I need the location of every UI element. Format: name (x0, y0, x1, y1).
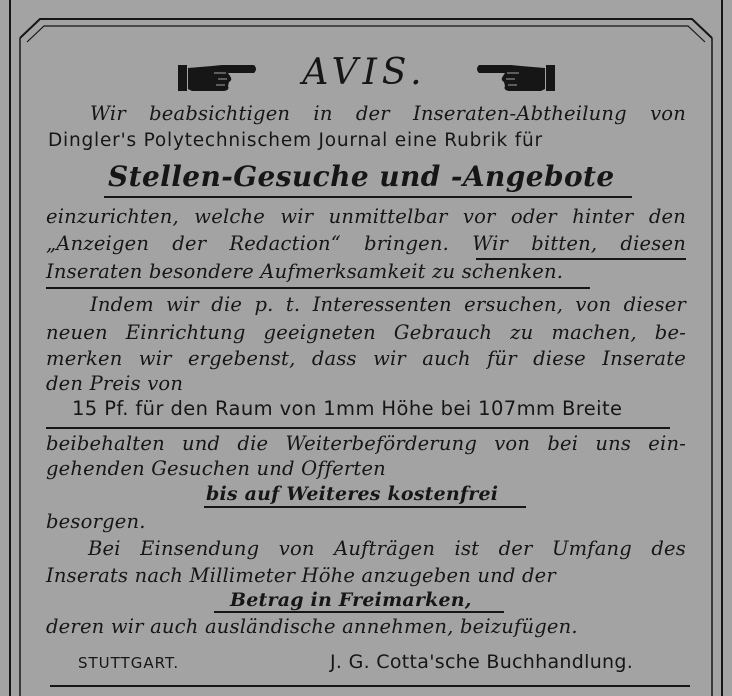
paragraph-3-line-4: den Preis von (46, 372, 184, 395)
notice-title: AVIS. (302, 52, 427, 93)
pointing-hand-right-icon (178, 60, 258, 94)
paragraph-2-line-3: Inseraten besondere Aufmerksamkeit zu schenken. (46, 260, 564, 283)
positions-heading: Stellen-Gesuche und -Angebote (108, 160, 615, 193)
pointing-hand-left-icon (475, 60, 555, 94)
paragraph-2-line-1: einzurichten, welche wir unmittelbar vor oder hinter den (46, 205, 686, 228)
request-underline-2 (46, 287, 590, 289)
paragraph-5-line-1: Bei Einsendung von Aufträgen ist der Umfang des (88, 537, 686, 560)
stamps-line: Betrag in Freimarken, (230, 589, 472, 611)
paragraph-4-line-2: gehenden Gesuchen und Offerten (46, 457, 386, 480)
paragraph-3-line-3: merken wir ergebenst, dass wir auch für diese Inserate (46, 347, 686, 370)
paragraph-5-line-2: Inserats nach Millimeter Höhe anzugeben und der (46, 564, 556, 587)
publisher-name: J. G. Cotta'sche Buchhandlung. (330, 651, 634, 673)
paragraph-5-line-3: deren wir auch ausländische annehmen, beizufügen. (46, 615, 578, 638)
place-name: STUTTGART. (78, 654, 180, 672)
price-underline (46, 427, 670, 429)
free-of-charge-underline (204, 506, 526, 508)
paragraph-3-line-2: neuen Einrichtung geeigneten Gebrauch zu machen, be- (46, 321, 686, 344)
paragraph-1-line-2: Dingler's Polytechnischem Journal eine Rubrik für (48, 130, 543, 151)
stamps-underline (214, 611, 504, 613)
paragraph-4-line-3: besorgen. (46, 510, 146, 533)
paragraph-2-line-2: „Anzeigen der Redaction“ bringen. Wir bitten, diesen (46, 232, 686, 255)
price-line: 15 Pf. für den Raum von 1mm Höhe bei 107mm Breite (72, 397, 623, 420)
heading-underline (104, 196, 632, 198)
paragraph-4-line-1: beibehalten und die Weiterbeförderung von bei uns ein- (46, 432, 686, 455)
paragraph-3-line-1: Indem wir die p. t. Interessenten ersuchen, von dieser (90, 293, 686, 316)
free-of-charge-line: bis auf Weiteres kostenfrei (206, 483, 499, 505)
paragraph-1-line-1: Wir beabsichtigen in der Inseraten-Abtheilung von (90, 102, 686, 125)
